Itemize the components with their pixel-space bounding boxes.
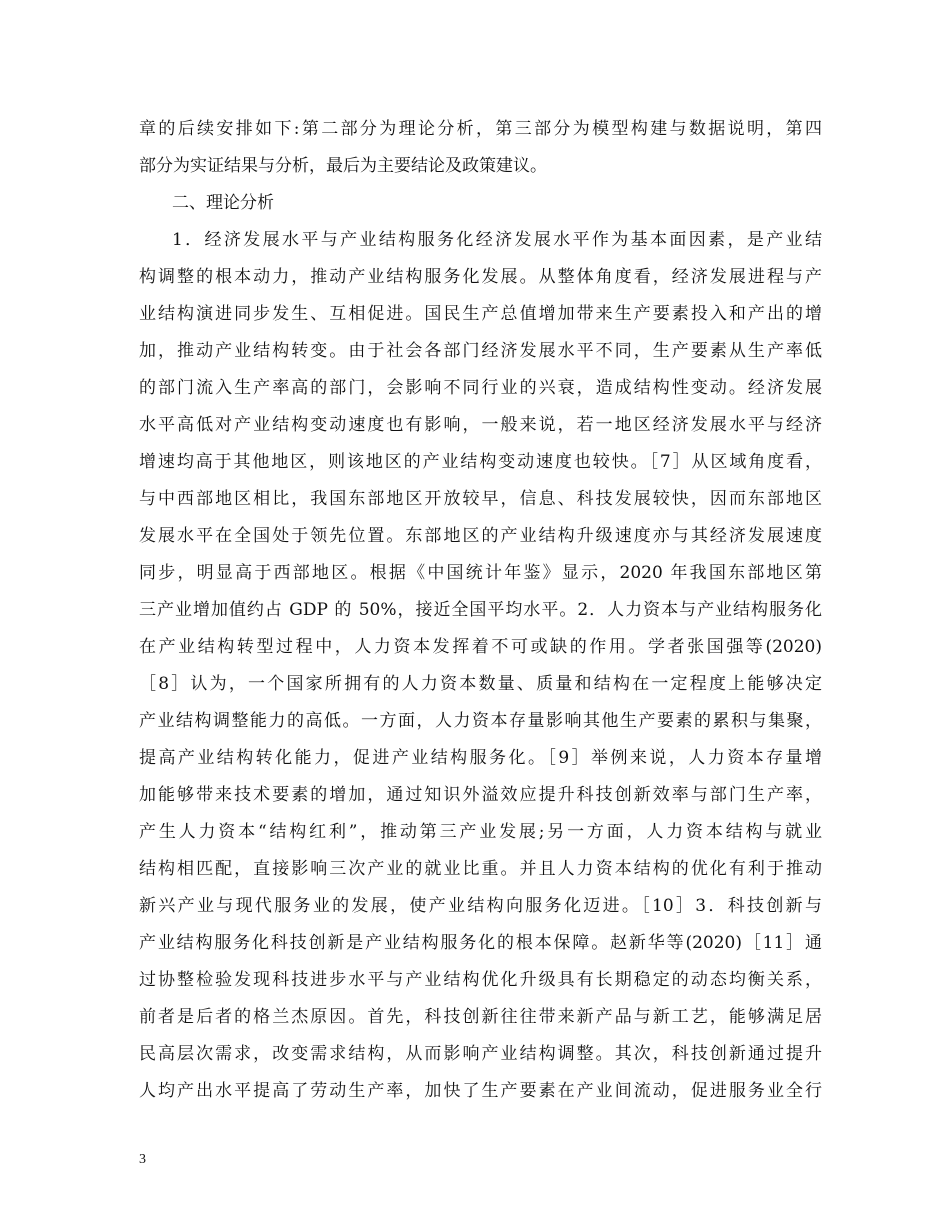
text-line: 新兴产业与现代服务业的发展，使产业结构向服务化迈进。［10］3．科技创新与 [139,896,822,916]
text-line: 业结构演进同步发生、互相促进。国民生产总值增加带来生产要素投入和产出的增 [139,304,822,324]
text-line: 章的后续安排如下:第二部分为理论分析，第三部分为模型构建与数据说明，第四 [139,119,822,139]
text-line: 产生人力资本“结构红利”，推动第三产业发展;另一方面，人力资本结构与就业 [139,822,822,842]
text-line: 三产业增加值约占 GDP 的 50%，接近全国平均水平。2．人力资本与产业结构服务化 [139,600,822,620]
text-line: 发展水平在全国处于领先位置。东部地区的产业结构升级速度亦与其经济发展速度 [139,526,822,546]
text-line: 1．经济发展水平与产业结构服务化经济发展水平作为基本面因素，是产业结 [172,230,822,250]
text-line: 民高层次需求，改变需求结构，从而影响产业结构调整。其次，科技创新通过提升 [139,1044,822,1064]
text-line: 增速均高于其他地区，则该地区的产业结构变动速度也较快。［7］从区域角度看， [139,452,822,472]
section-heading: 二、理论分析 [172,193,274,213]
text-line: 在产业结构转型过程中，人力资本发挥着不可或缺的作用。学者张国强等(2020) [139,637,822,657]
text-line: 产业结构调整能力的高低。一方面，人力资本存量影响其他生产要素的累积与集聚， [139,711,822,731]
text-line: 前者是后者的格兰杰原因。首先，科技创新往往带来新产品与新工艺，能够满足居 [139,1007,822,1027]
text-line: 同步，明显高于西部地区。根据《中国统计年鉴》显示，2020 年我国东部地区第 [139,563,822,583]
text-line: 过协整检验发现科技进步水平与产业结构优化升级具有长期稳定的动态均衡关系， [139,970,822,990]
text-line: 部分为实证结果与分析，最后为主要结论及政策建议。 [139,156,547,176]
text-line: 加，推动产业结构转变。由于社会各部门经济发展水平不同，生产要素从生产率低 [139,341,822,361]
page-number: 3 [139,1152,146,1167]
text-line: 构调整的根本动力，推动产业结构服务化发展。从整体角度看，经济发展进程与产 [139,267,822,287]
text-line: 的部门流入生产率高的部门，会影响不同行业的兴衰，造成结构性变动。经济发展 [139,378,822,398]
text-line: 结构相匹配，直接影响三次产业的就业比重。并且人力资本结构的优化有利于推动 [139,859,822,879]
text-line: 人均产出水平提高了劳动生产率，加快了生产要素在产业间流动，促进服务业全行 [139,1081,822,1101]
text-line: 与中西部地区相比，我国东部地区开放较早，信息、科技发展较快，因而东部地区 [139,489,822,509]
text-line: ［8］认为，一个国家所拥有的人力资本数量、质量和结构在一定程度上能够决定 [139,674,822,694]
text-line: 加能够带来技术要素的增加，通过知识外溢效应提升科技创新效率与部门生产率， [139,785,822,805]
text-line: 水平高低对产业结构变动速度也有影响，一般来说，若一地区经济发展水平与经济 [139,415,822,435]
text-line: 提高产业结构转化能力，促进产业结构服务化。［9］举例来说，人力资本存量增 [139,748,822,768]
text-line: 产业结构服务化科技创新是产业结构服务化的根本保障。赵新华等(2020)［11］通 [139,933,822,953]
